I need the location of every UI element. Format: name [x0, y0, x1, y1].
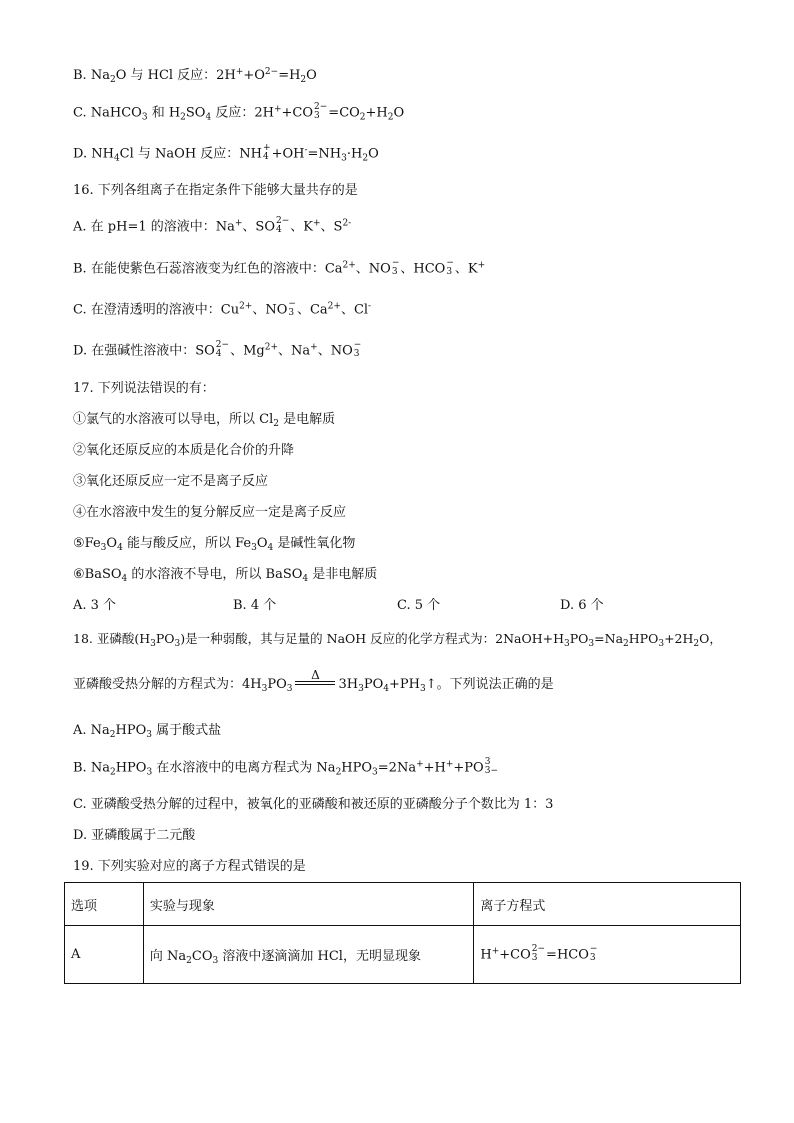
- ion-charge-stack: 2− 4: [215, 340, 230, 359]
- ion-charge-stack: − 3: [446, 258, 454, 277]
- q18-stem-line-2: 亚磷酸受热分解的方程式为：$4H_3PO_3$ Δ $3H_3PO_4+PH_3↑$。下列说法正确的是: [73, 667, 554, 694]
- ion-charge-stack: − 3: [353, 340, 362, 359]
- q17-item-1: ①氯气的水溶液可以导电，所以 $Cl_2$ 是电解质: [73, 412, 336, 429]
- q19-table: [64, 882, 741, 984]
- q17-stem: 17. 下列说法错误的有：: [73, 381, 215, 396]
- ion-charge-stack: 2− 3: [314, 102, 328, 121]
- table-header-cell: 选项: [65, 883, 144, 926]
- q17-item-4: ④在水溶液中发生的复分解反应一定是离子反应: [73, 505, 347, 520]
- q17-item-5: $⑤Fe_3O_4$ 能与酸反应，所以 $Fe_3O_4$ 是碱性氧化物: [73, 536, 356, 553]
- q18-option-d: D. 亚磷酸属于二元酸: [73, 828, 196, 843]
- q18-option-b: B. $Na_2HPO_3$ 在水溶液中的电离方程式为 $Na_2HPO_3=2Na^++H^++PO$ 3 3−: [73, 757, 498, 778]
- table-row: [65, 926, 741, 984]
- q18-stem-line-1: 18. 亚磷酸$(H_3PO_3)$是一种弱酸，其与足量的 NaOH 反应的化学方程式为：$2NaOH+H_3PO_3=Na_2HPO_3+2H_2O$，: [73, 631, 722, 649]
- q17-option-d: D. 6 个: [560, 598, 604, 613]
- ion-charge-stack: + 4: [263, 143, 271, 162]
- q16-option-d: D. 在强碱性溶液中：SO 2− 4 、$Mg^{2+}$、Na+、NO − 3: [73, 340, 362, 359]
- q17-option-c: C. 5 个: [397, 598, 441, 613]
- table-header-cell: 离子方程式: [474, 883, 741, 926]
- q15-option-c: C. NaHCO$_3$ 和 $H_2SO_4$ 反应：2H++CO 2− 3 $=CO_2+H_2O$: [73, 102, 405, 123]
- table-cell-equation: H++CO 2− 3 =HCO − 3: [474, 926, 741, 984]
- q15-option-d: D. $NH_4Cl$ 与 NaOH 反应：NH + 4 $+OH^-=NH_3\cdot H_2O$: [73, 143, 379, 164]
- q18-option-a: A. $Na_2HPO_3$ 属于酸式盐: [73, 723, 222, 740]
- q17-option-a: A. 3 个: [73, 598, 117, 613]
- q17-item-6: ⑥BaSO$_4$ 的水溶液不导电，所以 BaSO$_4$ 是非电解质: [73, 567, 378, 584]
- heat-condition-arrow: Δ: [295, 669, 335, 685]
- q17-item-3: ③氧化还原反应一定不是离子反应: [73, 474, 269, 489]
- q17-option-b: B. 4 个: [233, 598, 277, 613]
- ion-charge-stack: 2− 3: [531, 943, 546, 963]
- table-header-cell: 实验与现象: [143, 883, 473, 926]
- ion-charge-stack: − 3: [391, 258, 400, 277]
- ion-charge-stack: 3 3−: [484, 757, 498, 776]
- ion-charge-stack: 2− 4: [276, 216, 290, 235]
- q15-option-b: B. $Na_2O$ 与 HCl 反应：$2H^++O^{2-}=H_2O$: [73, 67, 317, 85]
- q18-option-c: C. 亚磷酸受热分解的过程中，被氧化的亚磷酸和被还原的亚磷酸分子个数比为 1：3: [73, 797, 554, 812]
- q16-stem: 16. 下列各组离子在指定条件下能够大量共存的是: [73, 183, 358, 198]
- q16-option-b: B. 在能使紫色石蕊溶液变为红色的溶液中：$Ca^{2+}$、NO − 3 、HCO − 3 、K+: [73, 258, 486, 277]
- q16-option-c: C. 在澄清透明的溶液中：$Cu^{2+}$、NO − 3 、$Ca^{2+}$、Cl-: [73, 299, 372, 318]
- q16-option-a: A. 在 pH=1 的溶液中：Na+、SO 2− 4 、K+、$S^{2-}$: [73, 216, 352, 235]
- ion-charge-stack: − 3: [589, 943, 598, 963]
- table-header-row: [65, 883, 741, 926]
- q19-stem: 19. 下列实验对应的离子方程式错误的是: [73, 859, 306, 874]
- q17-item-2: ②氧化还原反应的本质是化合价的升降: [73, 443, 295, 458]
- table-cell-option: A: [65, 926, 144, 984]
- table-cell-experiment: 向 $Na_2CO_3$ 溶液中逐滴滴加 HCl，无明显现象: [143, 926, 473, 984]
- ion-charge-stack: − 3: [288, 299, 296, 318]
